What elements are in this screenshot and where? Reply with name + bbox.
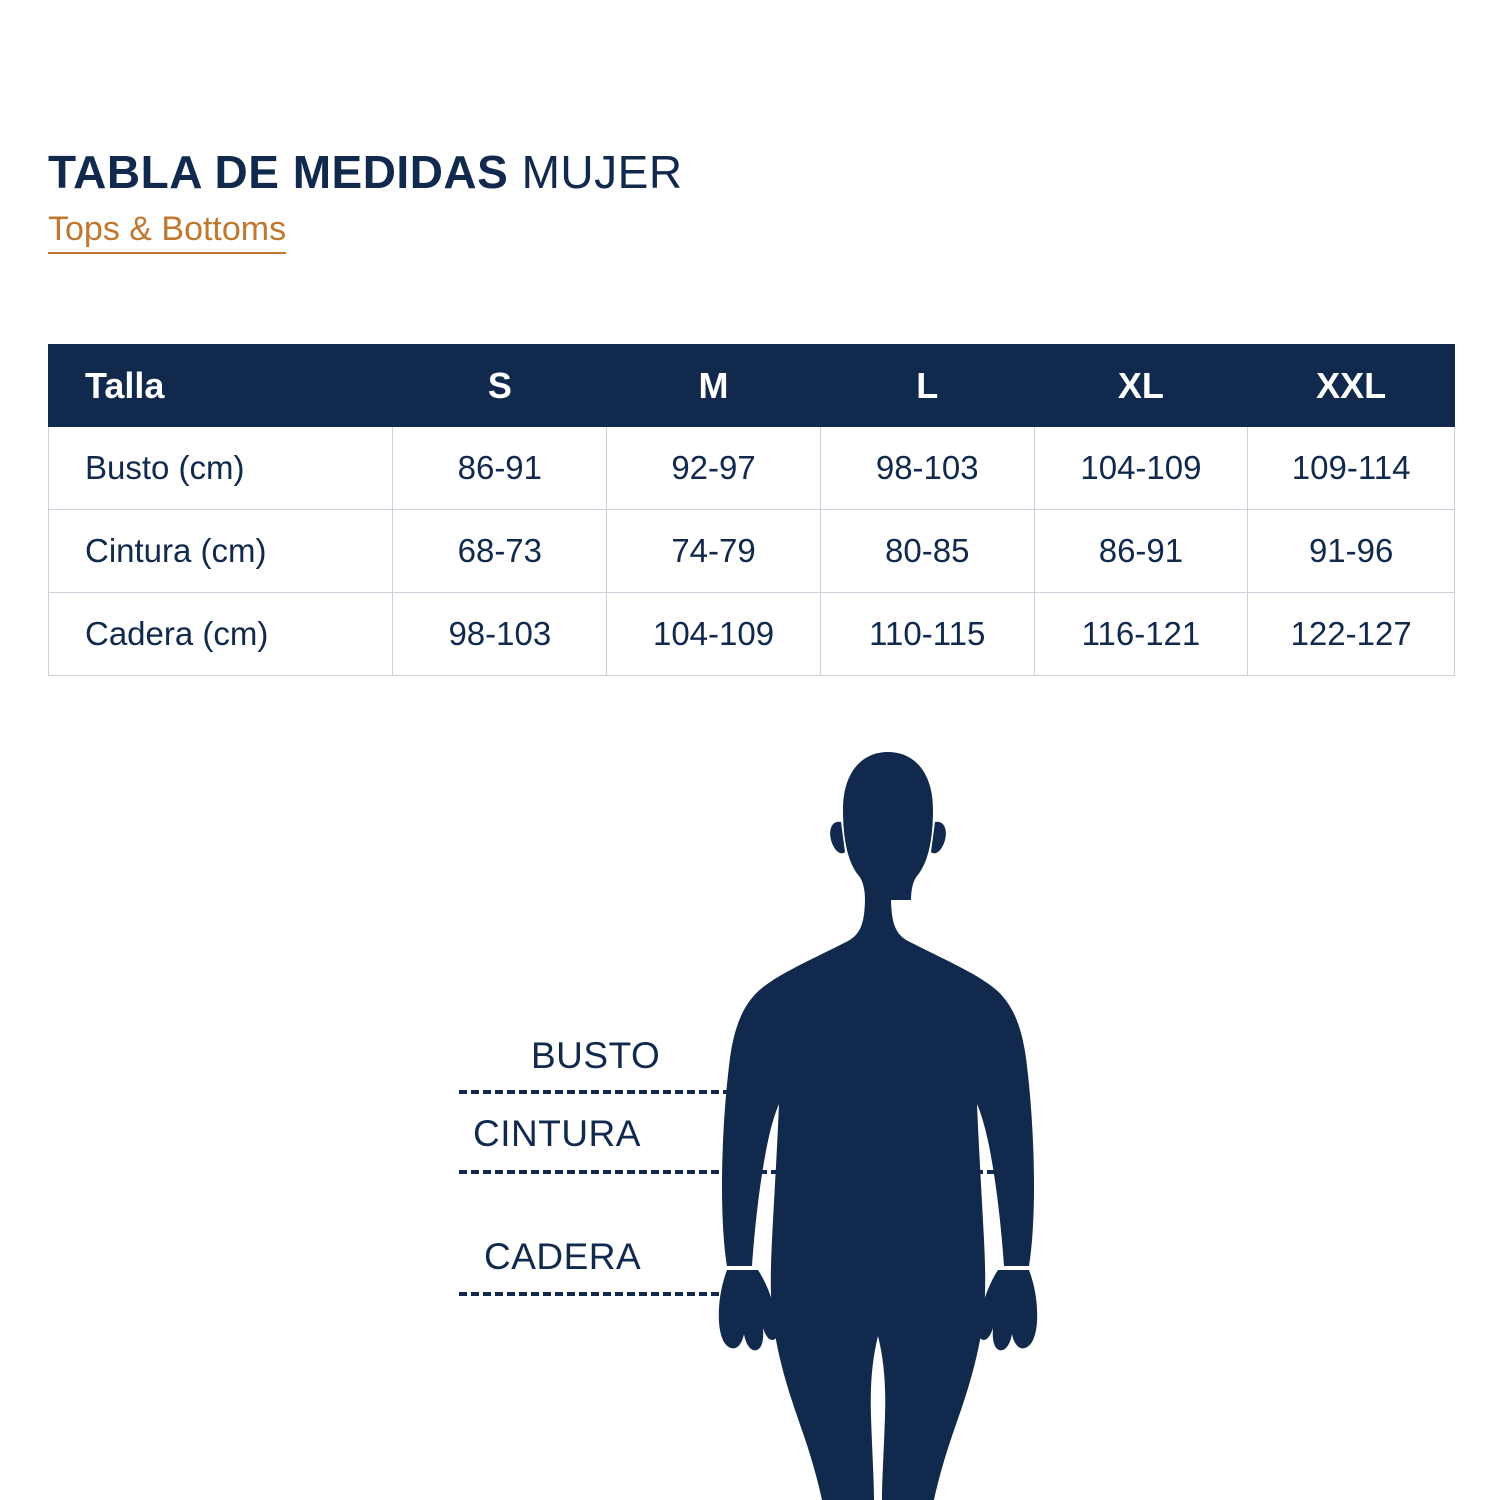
cell-cadera-xxl: 122-127 (1248, 593, 1455, 676)
page-header (48, 148, 683, 254)
page-subtitle: Tops & Bottoms (48, 210, 286, 254)
column-header-l: L (820, 345, 1034, 427)
table-header-row (49, 345, 1455, 427)
column-header-talla: Talla (49, 345, 393, 427)
cell-busto-l: 98-103 (820, 427, 1034, 510)
column-header-xl: XL (1034, 345, 1248, 427)
page-title (48, 148, 683, 196)
cell-busto-s: 86-91 (393, 427, 607, 510)
table-header (49, 345, 1455, 427)
row-label-cintura: Cintura (cm) (49, 510, 393, 593)
cell-cadera-xl: 116-121 (1034, 593, 1248, 676)
measure-line-cintura (459, 1170, 1019, 1174)
table-body (49, 427, 1455, 676)
page-title-light: MUJER (521, 146, 683, 198)
cell-cintura-xl: 86-91 (1034, 510, 1248, 593)
cell-busto-xl: 104-109 (1034, 427, 1248, 510)
cell-cadera-l: 110-115 (820, 593, 1034, 676)
row-label-cadera: Cadera (cm) (49, 593, 393, 676)
cell-cadera-m: 104-109 (607, 593, 821, 676)
page-title-strong: TABLA DE MEDIDAS (48, 146, 509, 198)
measure-label-busto: BUSTO (531, 1035, 661, 1076)
cell-cintura-l: 80-85 (820, 510, 1034, 593)
size-table-wrapper (48, 344, 1455, 676)
column-header-m: M (607, 345, 821, 427)
cell-cintura-s: 68-73 (393, 510, 607, 593)
column-header-s: S (393, 345, 607, 427)
cell-cintura-xxl: 91-96 (1248, 510, 1455, 593)
column-header-xxl: XXL (1248, 345, 1455, 427)
row-label-busto: Busto (cm) (49, 427, 393, 510)
measure-label-cintura: CINTURA (473, 1113, 641, 1154)
measure-line-cadera (459, 1292, 1019, 1296)
cell-cadera-s: 98-103 (393, 593, 607, 676)
cell-cintura-m: 74-79 (607, 510, 821, 593)
cell-busto-xxl: 109-114 (1248, 427, 1455, 510)
table-row (49, 593, 1455, 676)
measure-line-busto (459, 1090, 1019, 1094)
measure-label-cadera: CADERA (484, 1236, 642, 1277)
female-body-silhouette-icon (0, 700, 1500, 1500)
table-row (49, 427, 1455, 510)
body-figure-area (0, 700, 1500, 1500)
cell-busto-m: 92-97 (607, 427, 821, 510)
table-row (49, 510, 1455, 593)
size-table (48, 344, 1455, 676)
